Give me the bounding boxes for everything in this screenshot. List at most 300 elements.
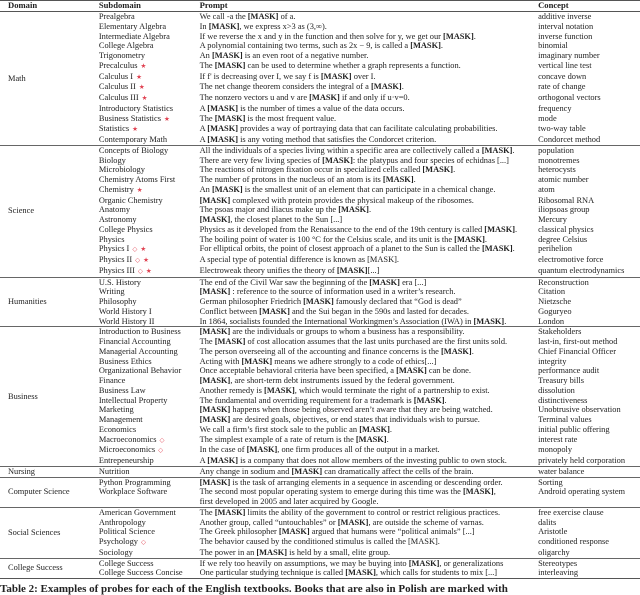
mask-token: [MASK] (303, 297, 334, 306)
subdomain-label: Anatomy (98, 205, 131, 215)
subdomain-label: Anthropology (98, 517, 146, 527)
subdomain-cell (99, 297, 200, 307)
prompt-text-after: is any voting method that satisfies the Condorcet criterion. (238, 135, 437, 144)
subdomain-label: Statistics (98, 124, 130, 134)
prompt-cell (200, 466, 538, 477)
subdomain-label: Calculus I (98, 71, 134, 81)
prompt-text-before: Once acceptable behavioral criteria have been specified, a (199, 366, 397, 376)
prompt-text-before: The boiling point of water is 100 °C for the Celsius scale, and its unit is the (199, 234, 455, 244)
prompt-cell (200, 82, 538, 93)
concept-cell: interest rate (538, 434, 578, 444)
subdomain-cell (99, 405, 200, 415)
mask-token: [MASK] (208, 21, 240, 31)
prompt-text-after: is the smallest unit of an element that can participate in a chemical change. (242, 184, 496, 194)
subdomain-cell (99, 51, 200, 61)
mask-token: [MASK] (211, 51, 243, 60)
subdomain-cell (99, 165, 200, 175)
concept-cell: oligarchy (538, 547, 570, 557)
header-subdomain: Subdomain (98, 0, 141, 10)
subdomain-cell (99, 376, 200, 386)
prompt-cell (200, 185, 538, 196)
prompt-cell (200, 297, 538, 307)
table-row (0, 12, 640, 22)
mask-token: [MASK] (199, 287, 231, 297)
prompt-text-before: Acting with (199, 356, 242, 366)
subdomain-cell (99, 396, 200, 406)
subdomain-cell (99, 357, 200, 367)
prompt-text-before: There are very few living species of (199, 155, 323, 165)
concept-cell: concave down (538, 71, 587, 81)
concept-cell: Condorcet method (538, 135, 601, 144)
star-marker-icon: ★ (138, 84, 145, 92)
prompt-text-after: . (396, 255, 400, 264)
subdomain-cell (99, 415, 200, 425)
star-marker-icon: ★ (136, 186, 143, 194)
mask-token: [MASK] (355, 434, 387, 444)
prompt-cell (200, 456, 538, 466)
concept-cell: distinctiveness (538, 395, 588, 405)
subdomain-cell (99, 277, 200, 287)
domain-cell: Math (8, 73, 26, 83)
subdomain-label: Precalculus (98, 60, 138, 70)
concept-cell: Stereotypes (538, 558, 578, 568)
header-prompt: Prompt (199, 0, 228, 10)
subdomain-cell (99, 507, 200, 517)
concept-cell: inverse function (538, 31, 593, 41)
star-marker-icon: ★ (143, 257, 149, 264)
domain-group-computer-science (0, 477, 640, 507)
subdomain-cell (99, 244, 200, 255)
prompt-cell (200, 41, 538, 51)
subdomain-cell (99, 22, 200, 32)
prompt-cell (200, 12, 538, 22)
concept-cell: vertical line test (538, 60, 592, 70)
prompt-cell (200, 487, 538, 497)
prompt-text-before: If we rely too heavily on assumptions, we may be buying into (199, 558, 409, 568)
prompt-text-before: The Greek philosopher (199, 527, 279, 537)
subdomain-cell (99, 435, 200, 446)
prompt-cell (200, 22, 538, 32)
subdomain-label: Economics (98, 424, 137, 434)
concept-cell: atom (538, 184, 555, 194)
prompt-text-before: We call a firm’s first stock sale to the public an (199, 424, 360, 434)
subdomain-label: Trigonometry (98, 51, 146, 60)
mask-token: [MASK] (199, 405, 231, 415)
concept-cell: interleaving (538, 568, 579, 578)
prompt-text-before: The end of the Civil War saw the beginning of the (199, 277, 370, 287)
mask-token: [MASK] (367, 255, 397, 264)
domain-cell: Computer Science (8, 487, 70, 497)
subdomain-label: Calculus II (98, 82, 136, 92)
prompt-cell (200, 327, 538, 337)
subdomain-cell (99, 255, 200, 266)
table-header-row (0, 1, 640, 12)
subdomain-cell (99, 93, 200, 104)
subdomain-cell (99, 366, 200, 376)
subdomain-cell (99, 347, 200, 357)
subdomain-cell (99, 196, 200, 206)
concept-cell: Aristotle (538, 527, 568, 537)
prompt-text-before: The simplest example of a rate of return is the (199, 434, 356, 444)
subdomain-label: Microbiology (98, 165, 145, 175)
prompt-cell (200, 537, 538, 548)
prompt-text-after: [...] (367, 265, 380, 275)
prompt-cell (200, 568, 538, 578)
prompt-cell (200, 135, 538, 145)
concept-cell: performance audit (538, 366, 600, 376)
table-row (0, 507, 640, 517)
prompt-text-after: : reference to the source of information used in a writer’s research. (230, 287, 456, 297)
prompt-cell (200, 386, 538, 396)
mask-token: [MASK] (443, 31, 474, 41)
prompt-text-after: is the number of times a value of the data occurs. (238, 103, 405, 113)
subdomain-label: Prealgebra (98, 12, 135, 21)
prompt-text-after: is an even root of a negative number. (242, 51, 369, 60)
concept-cell: Treasury bills (538, 376, 585, 385)
subdomain-label: Organizational Behavior (98, 366, 182, 376)
subdomain-label: Psychology (98, 537, 138, 546)
diamond-marker-icon: ◇ (159, 436, 165, 444)
mask-token: [MASK] (441, 346, 472, 356)
domain-cell: Science (8, 206, 35, 216)
concept-cell: binomial (538, 41, 568, 51)
subdomain-label: College Algebra (98, 41, 154, 51)
star-marker-icon: ★ (136, 73, 142, 81)
prompt-text-after: . (440, 41, 443, 51)
diamond-marker-icon: ◇ (135, 257, 141, 264)
mask-token: [MASK] (473, 316, 505, 326)
mask-token: [MASK] (199, 415, 231, 424)
prompt-text-after: . (386, 434, 389, 444)
prompt-cell (200, 445, 538, 456)
prompt-text-before: The fundamental and overriding requirement for a trademark is (199, 395, 414, 405)
prompt-cell (200, 527, 538, 537)
prompt-cell (200, 507, 538, 517)
mask-token: [MASK] (264, 385, 295, 395)
prompt-cell (200, 518, 538, 528)
subdomain-cell (99, 477, 200, 487)
prompt-text-before: One particular studying technique is called (199, 568, 346, 578)
subdomain-label: College Success Concise (98, 568, 183, 578)
concept-cell: water balance (538, 466, 585, 476)
prompt-text-before: Electroweak theory unifies the theory of (199, 265, 337, 275)
prompt-cell (200, 548, 538, 558)
prompt-text-after: happens when those being observed aren’t aware that they are being watched. (230, 405, 493, 415)
header-concept: Concept (538, 0, 569, 10)
concept-cell: initial public offering (538, 424, 610, 434)
subdomain-cell (99, 72, 200, 83)
subdomain-cell (99, 225, 200, 235)
prompt-text-before: The reactions of nitrogen fixation occur in specialized cells called (199, 165, 423, 175)
prompt-text-after: , are short-term debt instruments issued by the federal government. (230, 376, 455, 385)
star-marker-icon: ★ (132, 126, 138, 134)
subdomain-label: Financial Accounting (98, 337, 171, 346)
subdomain-label: Concepts of Biology (98, 145, 169, 155)
subdomain-cell (99, 124, 200, 135)
star-marker-icon: ★ (140, 62, 147, 70)
prompt-text-before: Physics as it developed from the Renaissance to the end of the 19th century is called (199, 224, 485, 234)
concept-cell: integrity (538, 356, 567, 366)
subdomain-cell (99, 266, 200, 277)
domain-cell: College Success (8, 563, 63, 573)
subdomain-label: Intermediate Algebra (98, 31, 170, 41)
subdomain-cell (99, 185, 200, 196)
subdomain-cell (99, 61, 200, 72)
prompt-cell (200, 376, 538, 386)
prompt-cell (200, 175, 538, 185)
prompt-text-before: The person overseeing all of the accounting and finance concerns is the (199, 346, 441, 356)
mask-token: [MASK] (481, 244, 513, 254)
mask-token: [MASK] (484, 224, 515, 234)
prompt-cell (200, 558, 538, 568)
concept-cell: classical physics (538, 224, 594, 234)
mask-token: [MASK] (462, 487, 494, 497)
prompt-text-before: The number of protons in the nucleus of an atom is its (199, 175, 383, 184)
subdomain-cell (99, 82, 200, 93)
table-row (0, 466, 640, 477)
prompt-text-before: Conflict between (199, 306, 260, 316)
prompt-text-after: . (444, 395, 447, 405)
prompt-text-after: is the most frequent value. (245, 113, 337, 123)
mask-token: [MASK] (413, 395, 445, 405)
mask-token: [MASK] (408, 558, 440, 568)
mask-token: [MASK] (241, 356, 273, 366)
subdomain-cell (99, 156, 200, 166)
subdomain-cell (99, 12, 200, 22)
concept-cell: monotremes (538, 155, 580, 165)
star-marker-icon: ★ (140, 246, 147, 254)
concept-cell: Reconstruction (538, 277, 589, 287)
subdomain-cell (99, 32, 200, 42)
prompt-cell (200, 93, 538, 104)
concept-cell: Goguryeo (538, 306, 572, 316)
prompt-text-after: can be used to determine whether a graph represents a function. (245, 60, 461, 70)
prompt-cell (200, 435, 538, 446)
subdomain-label: College Success (98, 558, 154, 568)
prompt-cell (200, 225, 538, 235)
mask-token: [MASK] (320, 71, 352, 81)
prompt-text-after: are desired goals, objectives, or end states that individuals wish to pursue. (230, 415, 480, 424)
mask-token: [MASK] (256, 547, 288, 557)
prompt-cell (200, 405, 538, 415)
subdomain-cell (99, 104, 200, 114)
prompt-text-after: is held by a small, elite group. (287, 547, 391, 557)
subdomain-cell (99, 215, 200, 225)
prompt-text-before: The (199, 337, 215, 346)
domain-group-science (0, 145, 640, 277)
mask-token: [MASK] (199, 376, 231, 385)
concept-cell: degree Celsius (538, 234, 588, 244)
prompt-text-after: are the individuals or groups to whom a business has a responsibility. (230, 327, 465, 337)
prompt-text-before: A (199, 135, 208, 144)
subdomain-label: Business Ethics (98, 356, 152, 366)
mask-token: [MASK] (214, 337, 246, 346)
mask-token: [MASK] (359, 424, 390, 434)
star-marker-icon: ★ (145, 267, 152, 275)
mask-token: [MASK] (211, 184, 243, 194)
mask-token: [MASK] (345, 568, 376, 578)
prompt-cell (200, 165, 538, 175)
prompt-cell (200, 104, 538, 114)
prompt-cell (200, 425, 538, 435)
prompt-text-after: of cost allocation assumes that the last units purchased are the first units sold. (245, 337, 508, 346)
concept-cell: perihelion (538, 244, 573, 254)
prompt-cell (200, 51, 538, 61)
prompt-text-before: The (199, 60, 215, 70)
mask-token: [MASK] (214, 60, 246, 70)
subdomain-cell (99, 456, 200, 466)
prompt-text-before: If f' is decreasing over I, we say f is (199, 71, 321, 81)
domain-group-social-sciences (0, 507, 640, 558)
subdomain-label: Contemporary Math (98, 135, 168, 144)
concept-cell: Stakeholders (538, 327, 582, 337)
mask-token: [MASK] (371, 82, 402, 92)
prompt-cell (200, 317, 538, 327)
subdomain-cell (99, 568, 200, 578)
mask-token: [MASK] (207, 103, 238, 113)
prompt-cell (200, 32, 538, 42)
subdomain-label: Workplace Software (98, 487, 168, 497)
mask-token: [MASK] (309, 93, 340, 102)
subdomain-label: Introduction to Business (98, 327, 181, 337)
prompt-text-before: A (199, 103, 208, 113)
prompt-text-after: provides a way of portraying data that can facilitate calculating probabilities. (238, 124, 498, 134)
prompt-cell (200, 235, 538, 245)
prompt-text-after: era [...] (399, 277, 427, 287)
subdomain-label: Physics III (98, 265, 135, 275)
subdomain-label: College Physics (98, 224, 153, 234)
mask-token: [MASK] (247, 12, 279, 21)
mask-token: [MASK] (278, 527, 310, 537)
prompt-text-after: is the task of arranging elements in a sequence in ascending or descending order. (230, 477, 503, 487)
prompt-text-before: A (199, 456, 208, 465)
concept-cell: heterocysts (538, 165, 576, 175)
subdomain-cell (99, 41, 200, 51)
subdomain-label: Writing (98, 287, 125, 297)
prompt-cell (200, 357, 538, 367)
prompt-text-before: All the individuals of a species living within a specific area are collectively called a (199, 145, 482, 155)
concept-cell: additive inverse (538, 12, 592, 21)
prompt-text-after: , one firm produces all of the output in a market. (277, 445, 440, 455)
subdomain-label: Microeconomics (98, 445, 156, 455)
prompt-text-after: of a. (278, 12, 296, 21)
subdomain-label: Business Statistics (98, 113, 161, 123)
mask-token: [MASK] (207, 124, 238, 134)
subdomain-label: World History I (98, 306, 152, 316)
concept-cell: atomic number (538, 175, 589, 184)
header-domain: Domain (8, 0, 38, 10)
subdomain-cell (99, 114, 200, 125)
prompt-text-before: If we reverse the x and y in the function and then solve for y, we get our (199, 31, 444, 41)
concept-cell: Sorting (538, 477, 563, 487)
prompt-text-before: We call -a the (199, 12, 248, 21)
prompt-text-before: The behavior caused by the conditioned stimulus is called the (199, 537, 408, 546)
prompt-text-after: . (473, 31, 476, 41)
table-row (0, 477, 640, 487)
concept-cell: quantum electrodynamics (538, 265, 625, 275)
mask-token: [MASK] (408, 537, 438, 546)
prompt-text-before: The nonzero vectors u and v are (199, 93, 310, 102)
prompt-cell (200, 114, 538, 125)
prompt-cell (200, 477, 538, 487)
subdomain-cell (99, 466, 200, 477)
subdomain-label: Introductory Statistics (98, 103, 174, 113)
prompt-text-after: , which would terminate the right of a partnership to exist. (294, 385, 490, 395)
subdomain-label: Macroeconomics (98, 434, 157, 444)
concept-cell: Citation (538, 287, 566, 297)
mask-token: [MASK] (214, 507, 246, 517)
prompt-text-after: complexed with protein provides the physical makeup of the ribosomes. (230, 195, 474, 205)
mask-token: [MASK] (214, 113, 246, 123)
subdomain-label: Finance (98, 376, 126, 385)
subdomain-label: Intellectual Property (98, 395, 168, 405)
domain-group-college-success (0, 558, 640, 579)
prompt-cell (200, 287, 538, 297)
subdomain-cell (99, 327, 200, 337)
prompt-text-after: . (401, 82, 404, 92)
table-row (0, 145, 640, 155)
concept-cell: London (538, 316, 565, 326)
concept-cell: iliopsoas group (538, 205, 590, 215)
concept-cell: Nietzsche (538, 297, 572, 306)
prompt-text-after: . (504, 316, 507, 326)
concept-cell: free exercise clause (538, 507, 604, 517)
subdomain-cell (99, 145, 200, 155)
prompt-cell (200, 266, 538, 277)
mask-token: [MASK] (291, 466, 323, 476)
subdomain-label: Management (98, 415, 143, 424)
prompt-text-before: A polynomial containing two terms, such as 2x − 9, is called a (199, 41, 411, 51)
mask-token: [MASK] (396, 366, 427, 376)
prompt-text-before: A (199, 124, 208, 134)
prompt-cell (200, 215, 538, 225)
prompt-text-after: means we adhere strongly to a code of ethics[...] (272, 356, 437, 366)
mask-token: [MASK] (199, 195, 231, 205)
subdomain-cell (99, 558, 200, 568)
diamond-marker-icon: ◇ (137, 267, 143, 275)
mask-token: [MASK] (259, 306, 290, 316)
mask-token: [MASK] (454, 234, 485, 244)
mask-token: [MASK] (410, 41, 441, 51)
subdomain-cell (99, 307, 200, 317)
prompt-text-after: and the Sui began in the 590s and lasted for decades. (289, 306, 469, 316)
concept-cell: privately held corporation (538, 456, 626, 465)
prompt-text-before: An (199, 184, 212, 194)
subdomain-label: Managerial Accounting (98, 346, 178, 356)
subdomain-label: Organic Chemistry (98, 195, 163, 205)
prompt-text-before: Any change in sodium and (199, 466, 292, 476)
diamond-marker-icon: ◇ (132, 246, 138, 254)
concept-cell: conditioned response (538, 537, 610, 546)
prompt-text-after: argued that humans were “political animals” [...] (309, 527, 475, 537)
subdomain-label: Entrepeneurship (98, 456, 154, 465)
subdomain-cell (99, 518, 200, 528)
subdomain-label: Political Science (98, 527, 155, 537)
prompt-cell (200, 72, 538, 83)
prompt-text-before: The psoas major and iliacus make up the (199, 205, 339, 215)
mask-token: [MASK] (199, 215, 231, 224)
domain-group-business (0, 327, 640, 467)
prompt-text-before: In (199, 21, 209, 31)
prompt-text-after: . (453, 165, 456, 175)
prompt-text-after: famously declared that “God is dead” (333, 297, 462, 306)
prompt-text-after: . (471, 346, 474, 356)
subdomain-cell (99, 527, 200, 537)
prompt-text-after: , are outside the scheme of varnas. (368, 517, 484, 527)
mask-token: [MASK] (246, 445, 278, 455)
subdomain-label: Astronomy (98, 215, 137, 224)
prompt-text-before: Another remedy is (199, 385, 265, 395)
